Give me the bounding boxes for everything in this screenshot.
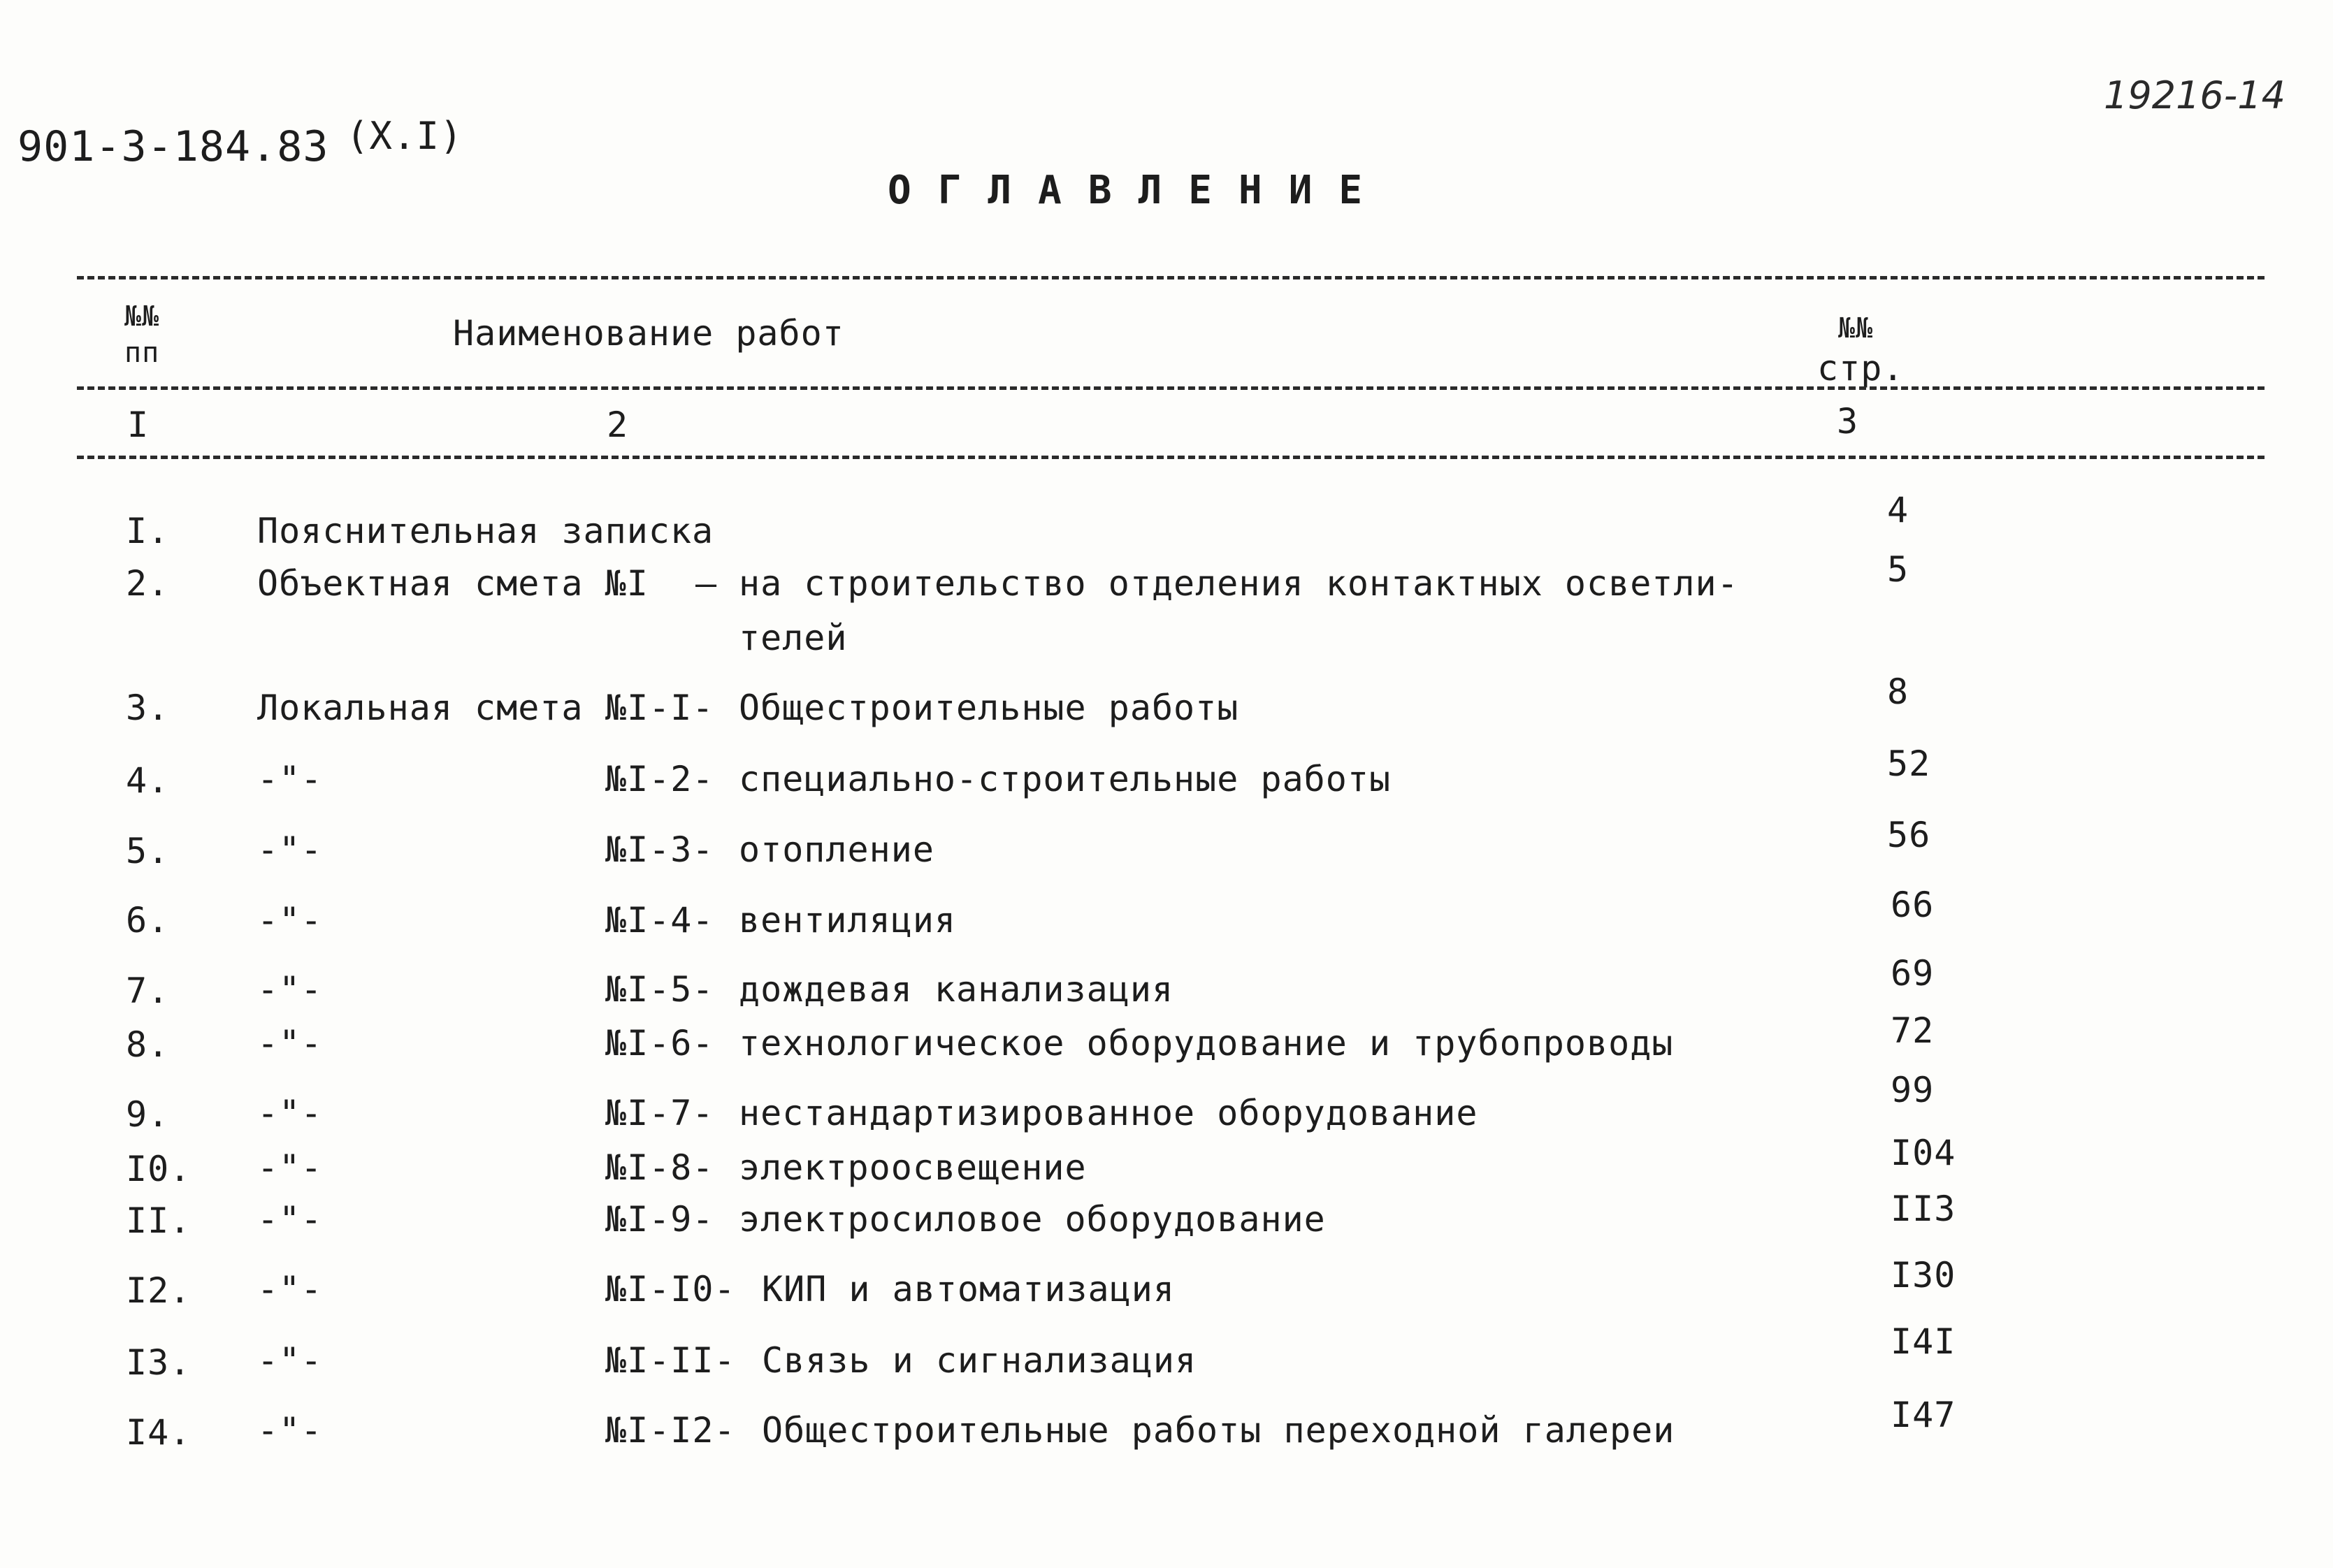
row-title: вентиляция <box>739 900 957 941</box>
table-body-rule <box>77 456 2265 459</box>
row-number: I0. <box>126 1149 192 1189</box>
row-type: -"- <box>257 1340 323 1381</box>
row-page: I30 <box>1891 1255 1956 1295</box>
row-number: 3. <box>126 688 170 728</box>
row-code: №I-4- <box>605 900 714 941</box>
row-title: КИП и автоматизация <box>762 1269 1175 1309</box>
row-page: 72 <box>1891 1010 1935 1051</box>
col1-header-line1: №№ <box>124 300 160 333</box>
row-type: -"- <box>257 1093 323 1133</box>
row-type: -"- <box>257 1269 323 1309</box>
row-page: 56 <box>1887 815 1931 855</box>
row-title: электросиловое оборудование <box>739 1199 1326 1240</box>
volume-label: (X.I) <box>346 114 463 158</box>
row-number: 8. <box>126 1024 170 1065</box>
col1-number: I <box>127 405 150 445</box>
row-title: на строительство отделения контактных осветли- <box>739 563 1739 604</box>
row-number: I2. <box>126 1270 192 1311</box>
col3-header-line1: №№ <box>1838 312 1874 344</box>
row-page: I47 <box>1891 1395 1956 1435</box>
row-number: 9. <box>126 1094 170 1135</box>
row-page: II3 <box>1891 1189 1956 1229</box>
row-type: -"- <box>257 759 323 799</box>
archive-number: 19216-14 <box>2104 73 2285 117</box>
row-type: Объектная смета №I <box>257 563 649 604</box>
row-type: -"- <box>257 1199 323 1240</box>
row-page: I04 <box>1891 1133 1956 1173</box>
row-page: 8 <box>1887 672 1909 712</box>
row-number: 7. <box>126 971 170 1011</box>
row-title: Связь и сигнализация <box>762 1340 1197 1381</box>
col3-number: 3 <box>1837 401 1859 442</box>
row-type: Локальная смета <box>257 688 584 728</box>
row-code: №I-8- <box>605 1147 714 1188</box>
row-title: дождевая канализация <box>739 969 1174 1010</box>
row-title: отопление <box>739 829 934 870</box>
row-code: №I-2- <box>605 759 714 799</box>
row-title-continuation: телей <box>739 618 848 658</box>
row-type: -"- <box>257 969 323 1010</box>
col2-number: 2 <box>607 405 629 445</box>
row-type: -"- <box>257 1023 323 1064</box>
row-page: 4 <box>1887 490 1909 530</box>
row-number: 5. <box>126 831 170 871</box>
row-title: специально-строительные работы <box>739 759 1392 799</box>
row-code: №I-9- <box>605 1199 714 1240</box>
row-code: №I-6- <box>605 1023 714 1064</box>
row-type: -"- <box>257 900 323 941</box>
row-number: 4. <box>126 760 170 801</box>
col1-header-line2: пп <box>124 337 160 369</box>
row-title: электроосвещение <box>739 1147 1087 1188</box>
row-type: Пояснительная записка <box>257 511 714 551</box>
document-code: 901-3-184.83 <box>17 122 329 171</box>
col2-header: Наименование работ <box>453 313 844 354</box>
row-code: №I-I- <box>605 688 714 728</box>
row-number: II. <box>126 1200 192 1241</box>
row-page: 52 <box>1887 743 1931 784</box>
table-header-rule <box>77 386 2265 390</box>
row-code: №I-7- <box>605 1093 714 1133</box>
row-number: 6. <box>126 900 170 941</box>
row-number: I3. <box>126 1342 192 1383</box>
page-title: ОГЛАВЛЕНИЕ <box>888 168 1389 213</box>
row-number: I. <box>126 511 170 551</box>
row-page: 66 <box>1891 885 1935 925</box>
row-page: 69 <box>1891 953 1935 994</box>
row-code: №I-5- <box>605 969 714 1010</box>
row-number: I4. <box>126 1412 192 1453</box>
table-top-rule <box>77 276 2265 280</box>
row-code: – <box>695 563 718 604</box>
row-type: -"- <box>257 1410 323 1451</box>
row-title: нестандартизированное оборудование <box>739 1093 1478 1133</box>
col3-header-line2: стр. <box>1817 348 1905 389</box>
row-type: -"- <box>257 829 323 870</box>
row-code: №I-II- <box>605 1340 736 1381</box>
row-title: Общестроительные работы переходной галереи <box>762 1410 1675 1451</box>
row-number: 2. <box>126 563 170 604</box>
row-code: №I-I0- <box>605 1269 736 1309</box>
row-title: Общестроительные работы <box>739 688 1239 728</box>
row-code: №I-I2- <box>605 1410 736 1451</box>
row-page: I4I <box>1891 1321 1956 1362</box>
row-code: №I-3- <box>605 829 714 870</box>
row-type: -"- <box>257 1147 323 1188</box>
row-title: технологическое оборудование и трубопроводы <box>739 1023 1674 1064</box>
row-page: 99 <box>1891 1070 1935 1110</box>
row-page: 5 <box>1887 549 1909 590</box>
